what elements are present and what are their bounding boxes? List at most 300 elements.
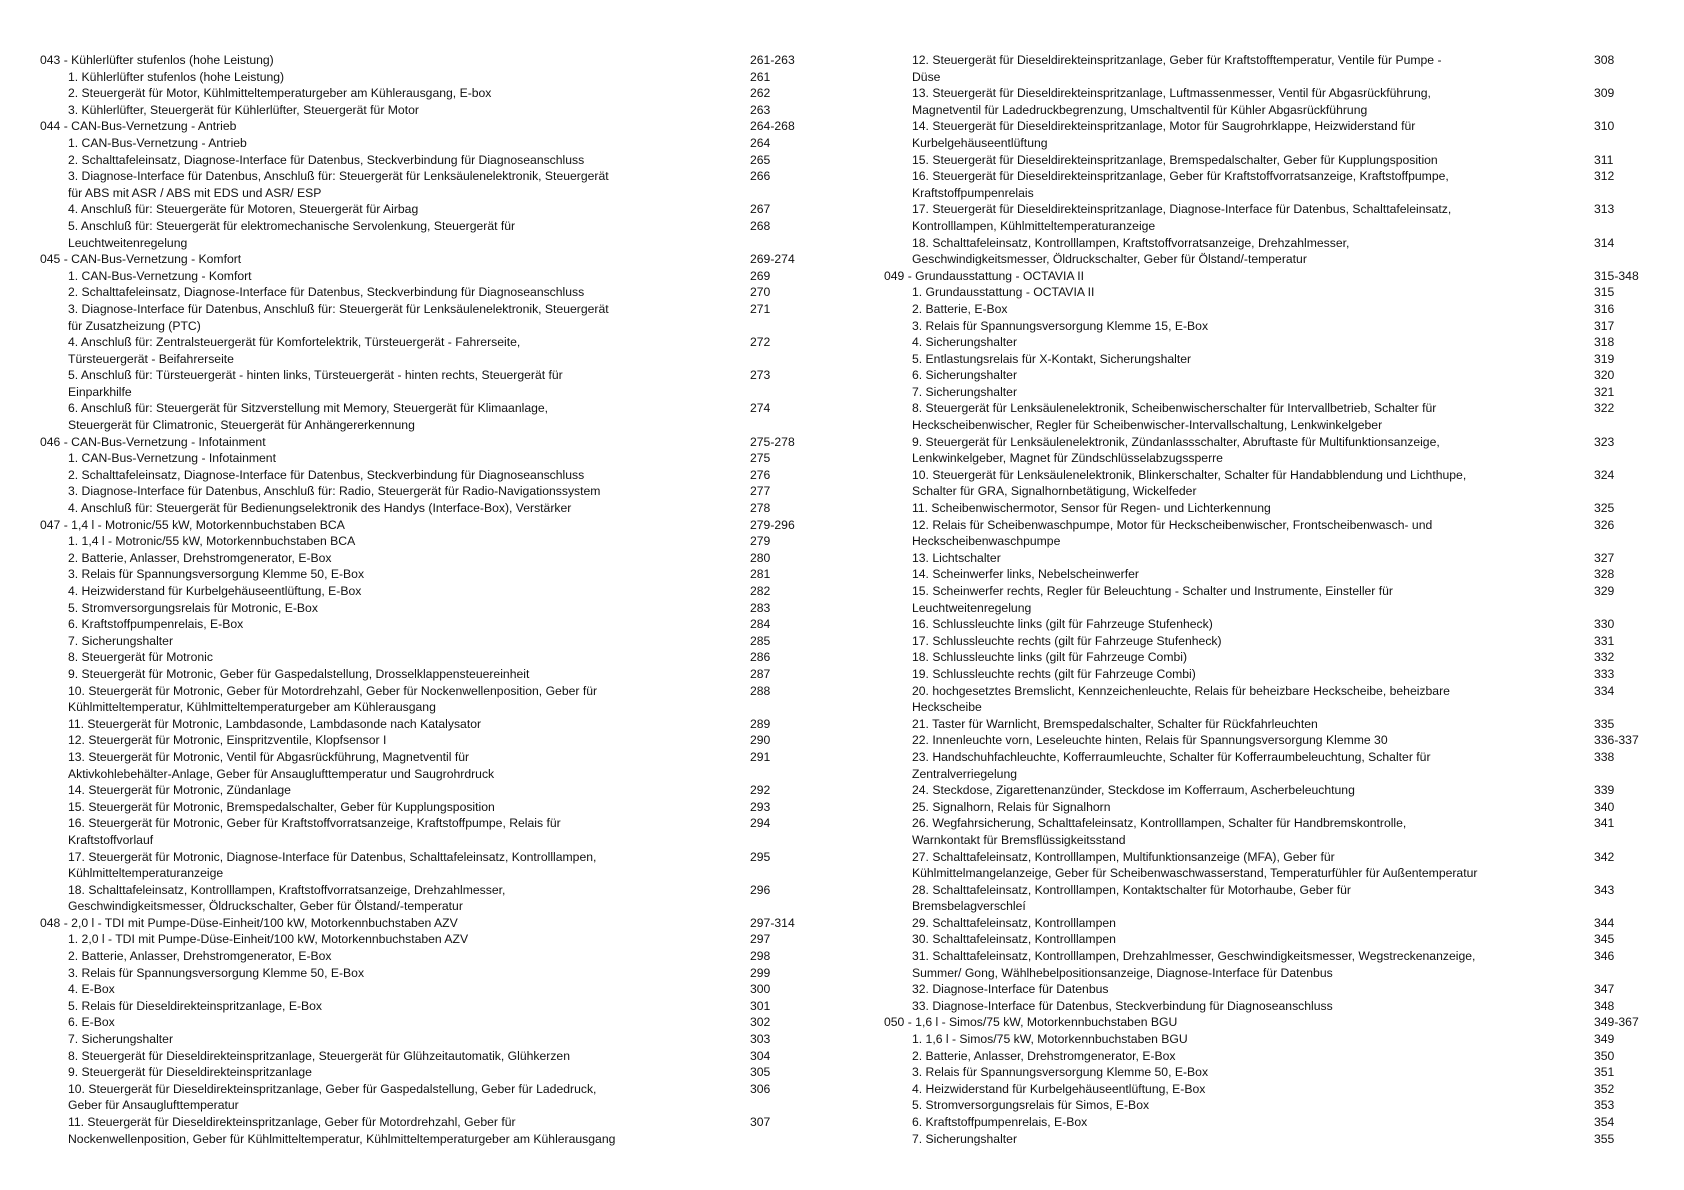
- toc-entry-title: 5. Entlastungsrelais für X-Kontakt, Sicherungshalter: [912, 351, 1192, 366]
- toc-page-number: 314: [1594, 235, 1615, 250]
- toc-entry-title: 2. Batterie, Anlasser, Drehstromgenerator, E-Box: [912, 1048, 1176, 1063]
- toc-entry-row: [40, 467, 840, 484]
- toc-entry-title: 1. Grundausstattung - OCTAVIA II: [912, 285, 1095, 300]
- toc-entry-row: [884, 351, 1654, 368]
- toc-entry-title: 3. Diagnose-Interface für Datenbus, Anschluß für: Radio, Steuergerät für Radio-Navigationssystem: [68, 484, 601, 499]
- toc-page-number: 328: [1594, 567, 1615, 582]
- toc-entry-title: 3. Relais für Spannungsversorgung Klemme 50, E-Box: [68, 965, 365, 980]
- toc-entry-row: [40, 152, 840, 169]
- toc-entry-row: [884, 566, 1654, 583]
- toc-page-number: 340: [1594, 799, 1615, 814]
- toc-page-number: 322: [1594, 401, 1615, 416]
- toc-entry-row: [40, 716, 840, 733]
- toc-entry-title: 16. Steuergerät für Motronic, Geber für Kraftstoffvorratsanzeige, Kraftstoffpumpe, Relais für Kraftstoffvorlauf: [68, 816, 561, 847]
- toc-section-row: [40, 915, 840, 932]
- toc-page-number: 354: [1594, 1115, 1615, 1129]
- toc-entry-title: 5. Anschluß für: Steuergerät für elektromechanische Servolenkung, Steuergerät für Leuchtweitenregelung: [68, 218, 516, 250]
- toc-entry-title: 1. 2,0 l - TDI mit Pumpe-Düse-Einheit/100 kW, Motorkennbuchstaben AZV: [68, 932, 469, 947]
- toc-entry-row: [884, 235, 1654, 268]
- toc-entry-row: [884, 1097, 1654, 1114]
- toc-entry-row: [40, 849, 840, 882]
- toc-entry-row: [40, 1031, 840, 1048]
- toc-entry-row: [40, 649, 840, 666]
- toc-entry-row: [884, 500, 1654, 517]
- toc-page-number: 309: [1594, 86, 1615, 101]
- toc-page-number: 320: [1594, 368, 1615, 383]
- toc-entry-title: 15. Steuergerät für Motronic, Bremspedalschalter, Geber für Kupplungsposition: [68, 799, 495, 814]
- toc-page-number: 308: [1594, 53, 1615, 67]
- toc-entry-title: 9. Steuergerät für Lenksäulenelektronik, Zündanlassschalter, Abruftaste für Multifunktionsanzeige, Lenkwinkelgeber, Magnet für Zündschlüsselabzugssperre: [912, 434, 1440, 466]
- toc-entry-row: [884, 384, 1654, 401]
- toc-page-number: 268: [750, 218, 771, 233]
- toc-entry-row: [884, 52, 1654, 85]
- toc-page-number: 347: [1594, 982, 1615, 997]
- toc-entry-title: 2. Batterie, E-Box: [912, 301, 1008, 316]
- toc-entry-row: [40, 965, 840, 982]
- toc-entry-row: [884, 849, 1654, 882]
- toc-entry-title: 3. Relais für Spannungsversorgung Klemme 15, E-Box: [912, 318, 1209, 333]
- toc-page-number: 338: [1594, 749, 1615, 764]
- toc-entry-title: 18. Schlussleuchte links (gilt für Fahrzeuge Combi): [912, 650, 1188, 665]
- toc-entry-title: 31. Schalttafeleinsatz, Kontrolllampen, Drehzahlmesser, Geschwindigkeitsmesser, Wegstreckenanzeige, Summer/ Gong, Wählhebelpositionsanzeige, Diagnose-Interface für Datenbus: [912, 949, 1476, 980]
- toc-entry-row: [40, 135, 840, 152]
- toc-entry-row: [884, 1114, 1654, 1131]
- toc-page-number: 304: [750, 1048, 771, 1063]
- toc-entry-row: [884, 1048, 1654, 1065]
- toc-page-number: 269: [750, 268, 771, 283]
- toc-entry-row: [884, 633, 1654, 650]
- toc-entry-title: 4. Heizwiderstand für Kurbelgehäuseentlüftung, E-Box: [68, 584, 362, 598]
- toc-entry-title: 30. Schalttafeleinsatz, Kontrolllampen: [912, 932, 1116, 947]
- toc-page-number: 282: [750, 584, 771, 598]
- toc-entry-title: 2. Schalttafeleinsatz, Diagnose-Interface für Datenbus, Steckverbindung für Diagnoseanschluss: [68, 467, 585, 482]
- toc-page-number: 324: [1594, 467, 1615, 482]
- toc-page-number: 278: [750, 501, 771, 516]
- toc-entry-row: [40, 583, 840, 600]
- toc-entry-row: [884, 998, 1654, 1015]
- toc-entry-title: 6. Kraftstoffpumpenrelais, E-Box: [912, 1115, 1088, 1129]
- toc-entry-title: 5. Stromversorgungsrelais für Motronic, E-Box: [68, 600, 318, 615]
- toc-entry-row: [40, 268, 840, 285]
- toc-entry-title: 32. Diagnose-Interface für Datenbus: [912, 982, 1109, 997]
- toc-section-row: [40, 251, 840, 268]
- toc-entry-title: 15. Scheinwerfer rechts, Regler für Beleuchtung - Schalter und Instrumente, Einsteller für Leuchtweitenregelung: [912, 584, 1393, 615]
- toc-entry-title: 9. Steuergerät für Motronic, Geber für Gaspedalstellung, Drosselklappensteuereinheit: [68, 666, 530, 681]
- toc-entry-row: [884, 815, 1654, 848]
- toc-entry-title: 15. Steuergerät für Dieseldirekteinspritzanlage, Bremspedalschalter, Geber für Kupplungsposition: [912, 152, 1438, 167]
- toc-entry-row: [40, 882, 840, 915]
- toc-page-number: 269-274: [750, 252, 795, 267]
- toc-entry-row: [40, 201, 840, 218]
- toc-entry-title: 13. Steuergerät für Dieseldirekteinspritzanlage, Luftmassenmesser, Ventil für Abgasrückführung, Magnetventil für Ladedruckbegrenzung, Umschaltventil für Kühler Abgasrückführung: [912, 86, 1431, 117]
- toc-entry-row: [884, 284, 1654, 301]
- toc-right-column: [884, 52, 1654, 1147]
- toc-page-number: 333: [1594, 666, 1615, 681]
- toc-entry-title: 18. Schalttafeleinsatz, Kontrolllampen, Kraftstoffvorratsanzeige, Drehzahlmesser, Geschwindigkeitsmesser, Öldruckschalter, Geber für Ölstand/-temperatur: [68, 882, 506, 914]
- toc-entry-row: [40, 948, 840, 965]
- toc-entry-row: [40, 566, 840, 583]
- toc-page-number: 263: [750, 102, 771, 117]
- toc-page-number: 319: [1594, 351, 1615, 366]
- toc-entry-row: [40, 367, 840, 400]
- toc-entry-title: 4. Anschluß für: Steuergerät für Bedienungselektronik des Handys (Interface-Box), Verstärker: [68, 501, 572, 516]
- toc-page-number: 339: [1594, 783, 1615, 798]
- toc-entry-row: [884, 201, 1654, 234]
- toc-page-number: 284: [750, 617, 771, 632]
- toc-entry-row: [40, 1114, 840, 1147]
- toc-page-number: 342: [1594, 849, 1615, 864]
- toc-page-number: 300: [750, 982, 771, 997]
- toc-entry-title: 33. Diagnose-Interface für Datenbus, Steckverbindung für Diagnoseanschluss: [912, 998, 1333, 1013]
- toc-page-number: 283: [750, 600, 771, 615]
- toc-entry-row: [884, 318, 1654, 335]
- toc-entry-row: [884, 882, 1654, 915]
- toc-entry-row: [40, 1064, 840, 1081]
- toc-entry-title: 1. CAN-Bus-Vernetzung - Infotainment: [68, 451, 276, 466]
- toc-entry-title: 1. 1,4 l - Motronic/55 kW, Motorkennbuchstaben BCA: [68, 534, 356, 549]
- toc-entry-title: 7. Sicherungshalter: [912, 1131, 1018, 1146]
- toc-entry-row: [884, 1064, 1654, 1081]
- toc-entry-row: [40, 666, 840, 683]
- toc-entry-row: [40, 815, 840, 848]
- toc-page-number: 341: [1594, 816, 1615, 831]
- toc-entry-row: [884, 517, 1654, 550]
- toc-page-number: 317: [1594, 318, 1615, 333]
- toc-entry-title: 1. 1,6 l - Simos/75 kW, Motorkennbuchstaben BGU: [912, 1032, 1188, 1047]
- toc-page-number: 277: [750, 484, 771, 499]
- toc-page-number: 266: [750, 169, 771, 184]
- toc-section-row: [40, 52, 840, 69]
- toc-entry-row: [40, 600, 840, 617]
- toc-entry-title: 25. Signalhorn, Relais für Signalhorn: [912, 799, 1111, 814]
- toc-entry-title: 24. Steckdose, Zigarettenanzünder, Steckdose im Kofferraum, Ascherbeleuchtung: [912, 783, 1355, 798]
- toc-entry-row: [40, 550, 840, 567]
- toc-entry-row: [40, 998, 840, 1015]
- toc-page-number: 316: [1594, 301, 1615, 316]
- toc-entry-row: [40, 732, 840, 749]
- toc-left-column: [40, 52, 840, 1147]
- toc-entry-title: 27. Schalttafeleinsatz, Kontrolllampen, Multifunktionsanzeige (MFA), Geber für Kühlmittelmangelanzeige, Geber für Scheibenwaschwasserstand, Temperaturfühler für Außentemperatur: [912, 849, 1478, 881]
- toc-page-number: 302: [750, 1015, 771, 1030]
- toc-page-number: 273: [750, 368, 771, 383]
- toc-entry-title: 3. Diagnose-Interface für Datenbus, Anschluß für: Steuergerät für Lenksäulenelektronik, Steuergerät für ABS mit ASR / ABS mit EDS und ASR/ ESP: [68, 169, 609, 200]
- toc-entry-title: 2. Schalttafeleinsatz, Diagnose-Interface für Datenbus, Steckverbindung für Diagnoseanschluss: [68, 152, 585, 167]
- toc-page-number: 310: [1594, 119, 1615, 134]
- toc-page-number: 261: [750, 69, 771, 84]
- toc-entry-row: [40, 1014, 840, 1031]
- toc-entry-row: [884, 649, 1654, 666]
- toc-page-number: 350: [1594, 1048, 1615, 1063]
- toc-page-number: 325: [1594, 501, 1615, 516]
- toc-entry-row: [40, 616, 840, 633]
- toc-entry-row: [40, 400, 840, 433]
- toc-page-number: 349-367: [1594, 1015, 1639, 1030]
- toc-entry-row: [40, 483, 840, 500]
- toc-section-row: [884, 1014, 1654, 1031]
- toc-entry-title: 1. CAN-Bus-Vernetzung - Komfort: [68, 268, 252, 283]
- toc-page-number: 329: [1594, 584, 1615, 598]
- toc-entry-title: 3. Relais für Spannungsversorgung Klemme 50, E-Box: [912, 1065, 1209, 1080]
- toc-entry-row: [884, 434, 1654, 467]
- toc-page-number: 272: [750, 335, 771, 350]
- toc-page-number: 281: [750, 567, 771, 582]
- toc-page-number: 285: [750, 633, 771, 648]
- toc-entry-title: 8. Steuergerät für Dieseldirekteinspritzanlage, Steuergerät für Glühzeitautomatik, Glühkerzen: [68, 1048, 570, 1063]
- toc-entry-title: 3. Diagnose-Interface für Datenbus, Anschluß für: Steuergerät für Lenksäulenelektronik, Steuergerät für Zusatzheizung (PTC): [68, 301, 609, 333]
- toc-entry-title: 2. Steuergerät für Motor, Kühlmitteltemperaturgeber am Kühlerausgang, E-box: [68, 86, 492, 101]
- toc-entry-title: 17. Steuergerät für Motronic, Diagnose-Interface für Datenbus, Schalttafeleinsatz, Kontrolllampen, Kühlmitteltemperaturanzeige: [68, 849, 597, 881]
- toc-page-number: 264: [750, 135, 771, 150]
- toc-entry-row: [40, 284, 840, 301]
- toc-entry-row: [40, 69, 840, 86]
- toc-entry-title: 4. Anschluß für: Zentralsteuergerät für Komfortelektrik, Türsteuergerät - Fahrerseite, Türsteuergerät - Beifahrerseite: [68, 335, 521, 366]
- toc-entry-title: 18. Schalttafeleinsatz, Kontrolllampen, Kraftstoffvorratsanzeige, Drehzahlmesser, Geschwindigkeitsmesser, Öldruckschalter, Geber für Ölstand/-temperatur: [912, 235, 1350, 267]
- toc-page-number: 343: [1594, 882, 1615, 897]
- toc-page-number: 306: [750, 1081, 771, 1096]
- toc-section-row: [40, 434, 840, 451]
- toc-entry-title: 17. Steuergerät für Dieseldirekteinspritzanlage, Diagnose-Interface für Datenbus, Schalttafeleinsatz, Kontrolllampen, Kühlmitteltemperaturanzeige: [912, 202, 1452, 233]
- toc-entry-row: [40, 533, 840, 550]
- toc-section-row: [40, 517, 840, 534]
- toc-entry-row: [884, 118, 1654, 151]
- toc-page-number: 270: [750, 285, 771, 300]
- toc-entry-row: [40, 1081, 840, 1114]
- toc-entry-title: 8. Steuergerät für Lenksäulenelektronik, Scheibenwischerschalter für Intervallbetrieb, Schalter für Heckscheibenwischer, Regler für Scheibenwischer-Intervallschaltung, Lenkwinkelgeber: [912, 401, 1437, 433]
- toc-page-number: 312: [1594, 169, 1615, 184]
- toc-entry-row: [40, 799, 840, 816]
- toc-entry-title: 21. Taster für Warnlicht, Bremspedalschalter, Schalter für Rückfahrleuchten: [912, 716, 1318, 731]
- toc-entry-title: 7. Sicherungshalter: [912, 384, 1018, 399]
- toc-section-title: 047 - 1,4 l - Motronic/55 kW, Motorkennbuchstaben BCA: [40, 517, 345, 532]
- toc-entry-title: 5. Stromversorgungsrelais für Simos, E-Box: [912, 1098, 1150, 1113]
- toc-entry-title: 5. Anschluß für: Türsteuergerät - hinten links, Türsteuergerät - hinten rechts, Steuergerät für Einparkhilfe: [68, 368, 563, 399]
- toc-page-number: 275: [750, 451, 771, 466]
- toc-entry-row: [884, 85, 1654, 118]
- toc-entry-row: [40, 168, 840, 201]
- toc-page-number: 291: [750, 749, 771, 764]
- toc-entry-row: [884, 168, 1654, 201]
- toc-entry-row: [40, 500, 840, 517]
- toc-entry-row: [40, 301, 840, 334]
- toc-page-number: 346: [1594, 949, 1615, 964]
- toc-page-number: 335: [1594, 716, 1615, 731]
- toc-page-number: 301: [750, 998, 771, 1013]
- toc-entry-row: [884, 301, 1654, 318]
- toc-entry-title: 2. Batterie, Anlasser, Drehstromgenerator, E-Box: [68, 550, 332, 565]
- toc-page-number: 262: [750, 86, 771, 101]
- toc-entry-title: 4. Heizwiderstand für Kurbelgehäuseentlüftung, E-Box: [912, 1081, 1206, 1096]
- toc-page-number: 332: [1594, 650, 1615, 665]
- toc-section-title: 043 - Kühlerlüfter stufenlos (hohe Leistung): [40, 53, 274, 67]
- toc-entry-title: 20. hochgesetztes Bremslicht, Kennzeichenleuchte, Relais für beheizbare Heckscheibe, beheizbare Heckscheibe: [912, 683, 1450, 715]
- toc-page-number: 323: [1594, 434, 1615, 449]
- toc-entry-title: 13. Lichtschalter: [912, 550, 1001, 565]
- toc-page-number: 321: [1594, 384, 1615, 399]
- toc-entry-title: 6. Kraftstoffpumpenrelais, E-Box: [68, 617, 244, 632]
- toc-page-number: 307: [750, 1115, 771, 1129]
- toc-page-number: 327: [1594, 550, 1615, 565]
- toc-page-number: 289: [750, 716, 771, 731]
- toc-section-title: 048 - 2,0 l - TDI mit Pumpe-Düse-Einheit/100 kW, Motorkennbuchstaben AZV: [40, 915, 458, 930]
- toc-entry-title: 29. Schalttafeleinsatz, Kontrolllampen: [912, 915, 1116, 930]
- toc-section-row: [884, 268, 1654, 285]
- toc-entry-row: [884, 782, 1654, 799]
- toc-page-number: 348: [1594, 998, 1615, 1013]
- toc-page-number: 279-296: [750, 517, 795, 532]
- toc-page-number: 315: [1594, 285, 1615, 300]
- toc-section-title: 049 - Grundausstattung - OCTAVIA II: [884, 268, 1085, 283]
- toc-page-number: 271: [750, 301, 771, 316]
- toc-page-number: 267: [750, 202, 771, 217]
- toc-page-number: 293: [750, 799, 771, 814]
- toc-entry-row: [40, 334, 840, 367]
- toc-entry-title: 2. Batterie, Anlasser, Drehstromgenerator, E-Box: [68, 949, 332, 964]
- toc-entry-title: 1. CAN-Bus-Vernetzung - Antrieb: [68, 135, 247, 150]
- toc-entry-title: 1. Kühlerlüfter stufenlos (hohe Leistung): [68, 69, 285, 84]
- toc-entry-title: 16. Steuergerät für Dieseldirekteinspritzanlage, Geber für Kraftstoffvorratsanzeige, Kraftstoffpumpe, Kraftstoffpumpenrelais: [912, 169, 1449, 200]
- toc-page-number: 305: [750, 1065, 771, 1080]
- toc-page-number: 330: [1594, 617, 1615, 632]
- toc-entry-title: 17. Schlussleuchte rechts (gilt für Fahrzeuge Stufenheck): [912, 633, 1222, 648]
- toc-entry-title: 2. Schalttafeleinsatz, Diagnose-Interface für Datenbus, Steckverbindung für Diagnoseanschluss: [68, 285, 585, 300]
- toc-section-row: [40, 118, 840, 135]
- toc-entry-title: 3. Kühlerlüfter, Steuergerät für Kühlerlüfter, Steuergerät für Motor: [68, 102, 419, 117]
- toc-entry-title: 9. Steuergerät für Dieseldirekteinspritzanlage: [68, 1065, 312, 1080]
- toc-entry-row: [884, 1081, 1654, 1098]
- toc-entry-row: [884, 981, 1654, 998]
- toc-entry-title: 6. E-Box: [68, 1015, 115, 1030]
- toc-page-number: 287: [750, 666, 771, 681]
- toc-entry-title: 4. E-Box: [68, 982, 115, 997]
- toc-page-number: 326: [1594, 517, 1615, 532]
- toc-page-number: 274: [750, 401, 771, 416]
- toc-page-number: 299: [750, 965, 771, 980]
- toc-page-number: 261-263: [750, 53, 795, 67]
- toc-page-number: 297-314: [750, 915, 795, 930]
- toc-page-number: 264-268: [750, 119, 795, 134]
- toc-page-number: 351: [1594, 1065, 1615, 1080]
- toc-page-number: 298: [750, 949, 771, 964]
- toc-entry-row: [40, 1048, 840, 1065]
- toc-entry-title: 10. Steuergerät für Motronic, Geber für Motordrehzahl, Geber für Nockenwellenposition, Geber für Kühlmitteltemperatur, Kühlmitteltemperaturgeber am Kühlerausgang: [68, 683, 598, 715]
- toc-entry-title: 12. Steuergerät für Dieseldirekteinspritzanlage, Geber für Kraftstofftemperatur, Ventile für Pumpe - Düse: [912, 53, 1442, 84]
- toc-section-title: 045 - CAN-Bus-Vernetzung - Komfort: [40, 252, 242, 267]
- toc-entry-title: 22. Innenleuchte vorn, Leseleuchte hinten, Relais für Spannungsversorgung Klemme 30: [912, 733, 1388, 748]
- toc-page-number: 265: [750, 152, 771, 167]
- toc-section-title: 046 - CAN-Bus-Vernetzung - Infotainment: [40, 434, 266, 449]
- toc-entry-row: [40, 85, 840, 102]
- toc-entry-title: 23. Handschuhfachleuchte, Kofferraumleuchte, Schalter für Kofferraumbeleuchtung, Schalter für Zentralverriegelung: [912, 749, 1431, 781]
- toc-entry-title: 16. Schlussleuchte links (gilt für Fahrzeuge Stufenheck): [912, 617, 1213, 632]
- toc-page-number: 349: [1594, 1032, 1615, 1047]
- toc-entry-title: 11. Steuergerät für Dieseldirekteinspritzanlage, Geber für Motordrehzahl, Geber für Nockenwellenposition, Geber für Kühlmitteltemperatur, Kühlmitteltemperaturgeber am Kühlerausgang: [68, 1115, 616, 1146]
- toc-page-number: 294: [750, 816, 771, 831]
- toc-page-number: 292: [750, 783, 771, 798]
- toc-entry-title: 5. Relais für Dieseldirekteinspritzanlage, E-Box: [68, 998, 323, 1013]
- toc-entry-row: [884, 749, 1654, 782]
- toc-entry-row: [884, 367, 1654, 384]
- toc-entry-title: 4. Sicherungshalter: [912, 335, 1018, 350]
- toc-page-number: 318: [1594, 335, 1615, 350]
- toc-entry-title: 11. Steuergerät für Motronic, Lambdasonde, Lambdasonde nach Katalysator: [68, 716, 482, 731]
- toc-entry-row: [884, 583, 1654, 616]
- toc-entry-row: [884, 931, 1654, 948]
- toc-page-number: 276: [750, 467, 771, 482]
- toc-entry-row: [884, 683, 1654, 716]
- toc-page-number: 315-348: [1594, 268, 1639, 283]
- toc-entry-title: 28. Schalttafeleinsatz, Kontrolllampen, Kontaktschalter für Motorhaube, Geber für Bremsbelagverschleí: [912, 882, 1351, 914]
- toc-entry-row: [884, 666, 1654, 683]
- toc-entry-row: [884, 334, 1654, 351]
- toc-page-number: 334: [1594, 683, 1615, 698]
- toc-entry-row: [884, 152, 1654, 169]
- toc-entry-row: [884, 716, 1654, 733]
- toc-entry-row: [40, 749, 840, 782]
- toc-page-number: 275-278: [750, 434, 795, 449]
- toc-section-title: 044 - CAN-Bus-Vernetzung - Antrieb: [40, 119, 237, 134]
- toc-entry-title: 12. Relais für Scheibenwaschpumpe, Motor für Heckscheibenwischer, Frontscheibenwasch- und Heckscheibenwaschpumpe: [912, 517, 1433, 549]
- toc-page-number: 353: [1594, 1098, 1615, 1113]
- toc-entry-title: 11. Scheibenwischermotor, Sensor für Regen- und Lichterkennung: [912, 501, 1271, 516]
- toc-entry-row: [40, 683, 840, 716]
- toc-entry-title: 7. Sicherungshalter: [68, 1032, 174, 1047]
- toc-page-number: 280: [750, 550, 771, 565]
- toc-entry-row: [40, 218, 840, 251]
- toc-entry-row: [884, 948, 1654, 981]
- toc-entry-title: 6. Anschluß für: Steuergerät für Sitzverstellung mit Memory, Steuergerät für Klimaanlage, Steuergerät für Climatronic, Steuergerät für Anhängererkennung: [68, 401, 549, 433]
- toc-entry-row: [884, 616, 1654, 633]
- toc-page-number: 279: [750, 534, 771, 549]
- toc-entry-row: [884, 1131, 1654, 1148]
- toc-entry-row: [884, 732, 1654, 749]
- toc-entry-title: 7. Sicherungshalter: [68, 633, 174, 648]
- toc-entry-row: [884, 915, 1654, 932]
- toc-page-number: 311: [1594, 152, 1614, 167]
- toc-entry-row: [40, 633, 840, 650]
- toc-entry-title: 6. Sicherungshalter: [912, 368, 1018, 383]
- toc-entry-title: 12. Steuergerät für Motronic, Einspritzventile, Klopfsensor I: [68, 733, 387, 748]
- toc-page-number: 290: [750, 733, 771, 748]
- toc-entry-title: 8. Steuergerät für Motronic: [68, 650, 213, 665]
- toc-page-number: 286: [750, 650, 771, 665]
- toc-entry-title: 3. Relais für Spannungsversorgung Klemme 50, E-Box: [68, 567, 365, 582]
- toc-page-number: 313: [1594, 202, 1615, 217]
- toc-page-number: 352: [1594, 1081, 1615, 1096]
- toc-entry-row: [40, 931, 840, 948]
- toc-entry-row: [40, 981, 840, 998]
- toc-page-number: 296: [750, 882, 771, 897]
- toc-page-number: 297: [750, 932, 771, 947]
- toc-entry-title: 14. Steuergerät für Dieseldirekteinspritzanlage, Motor für Saugrohrklappe, Heizwiderstand für Kurbelgehäuseentlüftung: [912, 119, 1416, 150]
- toc-entry-row: [884, 400, 1654, 433]
- toc-entry-title: 10. Steuergerät für Lenksäulenelektronik, Blinkerschalter, Schalter für Handabblendung und Lichthupe, Schalter für GRA, Signalhornbetätigung, Wickelfeder: [912, 467, 1467, 499]
- toc-entry-title: 4. Anschluß für: Steuergeräte für Motoren, Steuergerät für Airbag: [68, 202, 419, 217]
- toc-section-title: 050 - 1,6 l - Simos/75 kW, Motorkennbuchstaben BGU: [884, 1015, 1178, 1030]
- toc-entry-title: 10. Steuergerät für Dieseldirekteinspritzanlage, Geber für Gaspedalstellung, Geber für Ladedruck, Geber für Ansauglufttemperatur: [68, 1081, 597, 1113]
- toc-entry-title: 19. Schlussleuchte rechts (gilt für Fahrzeuge Combi): [912, 666, 1196, 681]
- toc-entry-row: [884, 550, 1654, 567]
- toc-entry-row: [40, 102, 840, 119]
- toc-entry-title: 13. Steuergerät für Motronic, Ventil für Abgasrückführung, Magnetventil für Aktivkohlebehälter-Anlage, Geber für Ansauglufttemperatur und Saugrohrdruck: [68, 749, 495, 781]
- toc-entry-title: 14. Steuergerät für Motronic, Zündanlage: [68, 783, 291, 798]
- toc-entry-row: [40, 450, 840, 467]
- toc-entry-row: [884, 467, 1654, 500]
- toc-page-number: 331: [1594, 633, 1615, 648]
- toc-page-number: 344: [1594, 915, 1615, 930]
- toc-entry-title: 14. Scheinwerfer links, Nebelscheinwerfer: [912, 567, 1139, 582]
- toc-page-number: 345: [1594, 932, 1615, 947]
- toc-entry-row: [40, 782, 840, 799]
